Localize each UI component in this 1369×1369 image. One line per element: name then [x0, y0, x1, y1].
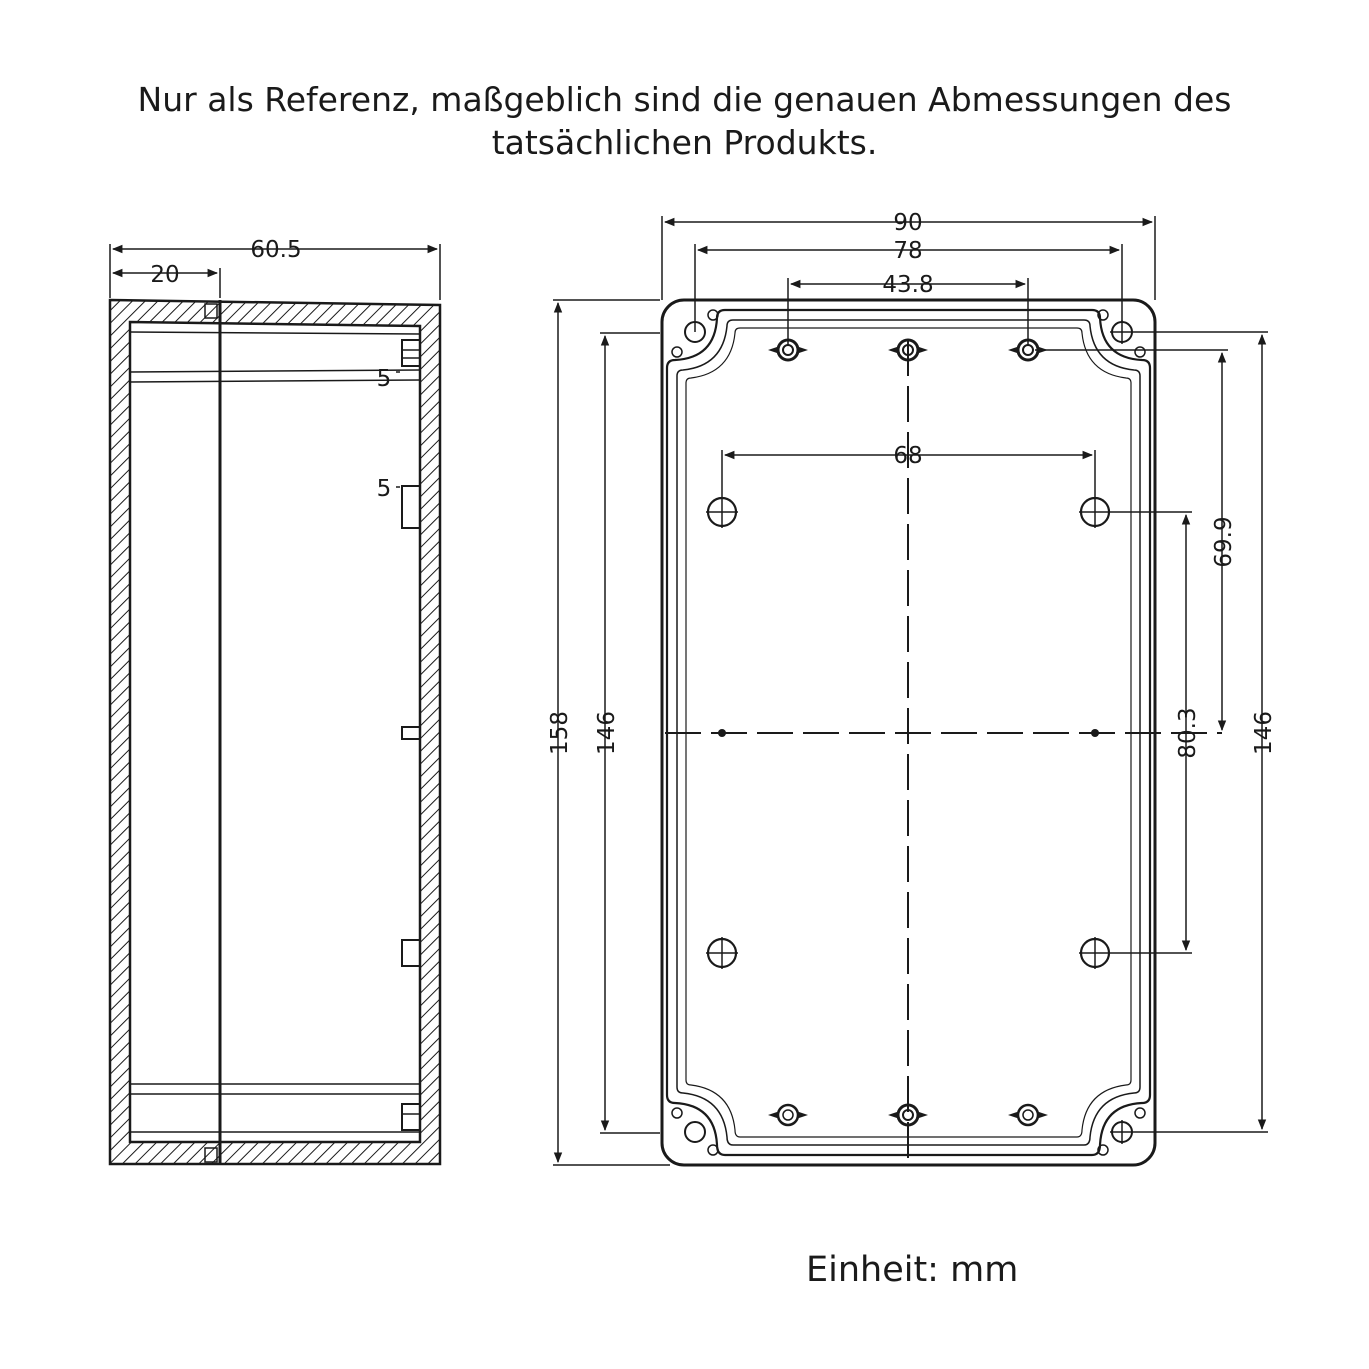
- dim-total-depth: 60.5: [250, 237, 302, 263]
- dim-half-span: 69.9: [1211, 516, 1237, 568]
- dim-hole-span: 78: [893, 238, 923, 264]
- dim-rib-upper: 5: [376, 366, 392, 392]
- dim-inner-height-right: 146: [1251, 711, 1277, 755]
- side-view-wall: [110, 300, 440, 1164]
- dim-rib-lower: 5: [376, 476, 392, 502]
- unit-label: Einheit: mm: [806, 1250, 1019, 1290]
- reference-note-line-1: Nur als Referenz, maßgeblich sind die genauen Abmessungen des: [137, 80, 1232, 119]
- reference-note-line-2: tatsächlichen Produkts.: [491, 123, 878, 162]
- dim-mount-height: 80.3: [1175, 707, 1201, 759]
- dim-tab-span: 43.8: [882, 272, 934, 298]
- dim-outer-height: 158: [547, 711, 573, 755]
- dim-outer-width: 90: [893, 210, 923, 236]
- dim-mount-span: 68: [893, 443, 923, 469]
- side-view-ribs: [402, 340, 420, 1130]
- top-view: [547, 210, 1277, 1165]
- dim-inner-height-left: 146: [594, 711, 620, 755]
- dim-lid-depth: 20: [150, 262, 180, 288]
- side-view: [110, 237, 440, 1164]
